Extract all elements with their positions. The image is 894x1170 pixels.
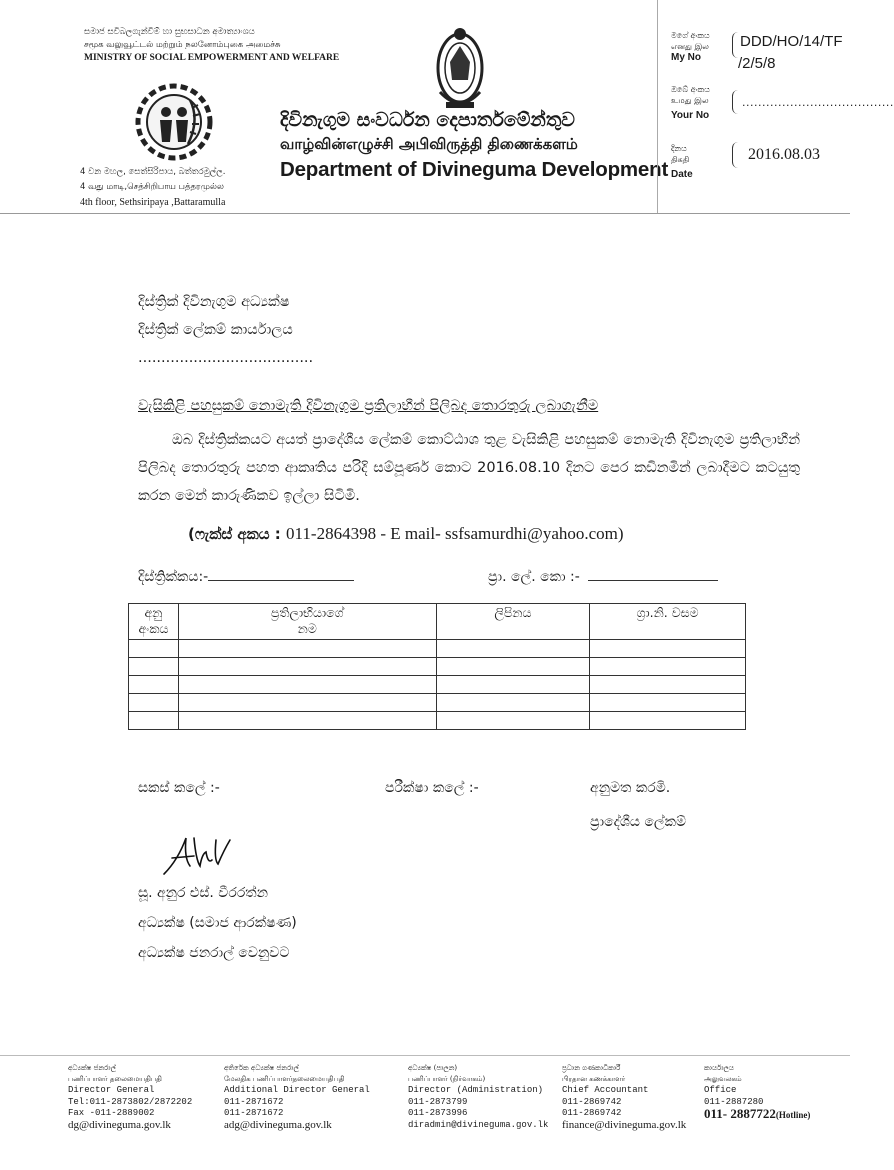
your-no-brace bbox=[732, 90, 739, 114]
checked-by-label: පරීක්ෂා කලේ :- bbox=[385, 780, 479, 796]
footer-email-finance[interactable]: finance@divineguma.gov.lk bbox=[562, 1118, 687, 1131]
table-row bbox=[129, 640, 746, 658]
my-no-labels bbox=[671, 30, 710, 63]
contact-line bbox=[188, 524, 624, 544]
table-cell[interactable] bbox=[129, 712, 179, 730]
addressee-line-2: දිස්ත්‍රික් ලේකම් කාර්යාලය bbox=[138, 322, 293, 338]
table-cell[interactable] bbox=[436, 712, 590, 730]
date-labels bbox=[671, 143, 693, 180]
national-emblem-icon bbox=[428, 22, 492, 112]
department-logo-icon bbox=[132, 80, 216, 164]
footer-email-dg[interactable]: dg@divineguma.gov.lk bbox=[68, 1118, 171, 1131]
letter-body bbox=[138, 426, 800, 510]
table-row bbox=[129, 694, 746, 712]
my-no-label-si: මගේ අංකය bbox=[671, 31, 710, 40]
your-no-label-si: ඔබේ අංකය bbox=[671, 85, 710, 94]
your-no-labels bbox=[671, 84, 710, 121]
table-cell[interactable] bbox=[178, 640, 436, 658]
table-cell[interactable] bbox=[590, 694, 746, 712]
table-cell[interactable] bbox=[129, 694, 179, 712]
table-cell[interactable] bbox=[590, 676, 746, 694]
addressee-line-3: ...................................... bbox=[138, 350, 314, 366]
your-no-value: ...................................... bbox=[742, 96, 894, 109]
handwritten-signature bbox=[160, 830, 240, 880]
department-name-en: Department of Divineguma Development bbox=[280, 158, 669, 181]
table-cell[interactable] bbox=[129, 676, 179, 694]
district-label: දිස්ත්‍රික්කය:- bbox=[138, 569, 209, 585]
my-no-value-line1: DDD/HO/14/TF bbox=[740, 33, 843, 50]
column-header-gn-division: ග්‍රා.නි. වසම bbox=[590, 604, 746, 640]
address-en: 4th floor, Sethsiripaya ,Battaramulla bbox=[80, 197, 226, 208]
table-cell[interactable] bbox=[129, 640, 179, 658]
footer-hotline: 011- 2887722(Hotline) bbox=[704, 1106, 811, 1121]
ministry-block bbox=[84, 26, 339, 65]
my-no-label-ta: எனது இல bbox=[671, 42, 709, 51]
address-ta: 4 வது மாடி,செத்சிறிபாய பத்தரமுல்ல bbox=[80, 182, 224, 192]
date-label-ta: திகதி bbox=[671, 155, 690, 164]
table-row bbox=[129, 712, 746, 730]
approved-label: අනුමත කරමි. bbox=[590, 780, 671, 796]
table-cell[interactable] bbox=[436, 694, 590, 712]
table-header-row bbox=[129, 604, 746, 640]
footer-email-diradmin[interactable]: diradmin@divineguma.gov.lk bbox=[408, 1119, 549, 1130]
column-header-address: ලිපිනය bbox=[436, 604, 590, 640]
footer-divider bbox=[0, 1055, 850, 1056]
footer-director-general: අධ්‍යක්ෂ ජනරාල් பணிப்பாளர் தலைமையதிபதி Director General Tel:011-2873802/2872202 Fax -011-2889002 dg@divineguma.gov.lk bbox=[68, 1064, 193, 1131]
my-no-value-line2: /2/5/8 bbox=[738, 55, 776, 72]
table-cell[interactable] bbox=[178, 676, 436, 694]
department-name-ta: வாழ்வின்எழுச்சி அபிவிருத்தி திணைக்களம் bbox=[280, 135, 578, 153]
prepared-by-label: සකස් කලේ :- bbox=[138, 780, 220, 796]
letter-subject: වැසිකිළි පහසුකම් නොමැති දිවිනැගුම ප්‍රතිලාභීන් පිලිබද තොරතුරු ලබාගැනීම bbox=[138, 398, 599, 414]
ds-division-blank[interactable] bbox=[588, 568, 718, 581]
table-cell[interactable] bbox=[178, 694, 436, 712]
column-header-serial: අනු අංකය bbox=[129, 604, 179, 640]
table-cell[interactable] bbox=[436, 676, 590, 694]
your-no-label-en: Your No bbox=[671, 110, 710, 121]
addressee-block bbox=[138, 288, 313, 372]
fax-label: (ෆැක්ස් අකය : bbox=[188, 525, 281, 543]
footer-email-adg[interactable]: adg@divineguma.gov.lk bbox=[224, 1118, 332, 1131]
address-si: 4 වන මහල, සෙත්සිරිපාය, බත්තරමුල්ල. bbox=[80, 167, 226, 177]
footer-chief-accountant: ප්‍රධාන ගණකාධිකාරී பிரதான கணக்காளர் Chief Accountant 011-2869742 011-2869742 finance@divineguma.gov.lk bbox=[562, 1064, 687, 1131]
my-no-label-en: My No bbox=[671, 52, 701, 63]
signer-block bbox=[138, 878, 297, 968]
footer-additional-director-general: අතිරේක අධ්‍යක්ෂ ජනරාල් மேலதிக பணிப்பாளர்தலைமையதிபதி Additional Director General 011-2871672 011-2871672 adg@divineguma.gov.lk bbox=[224, 1064, 370, 1131]
ministry-name-si: සමාජ සවිබලගැන්වීම් හා සුභසාධන අමාත්‍යාංශය bbox=[84, 27, 255, 37]
table-cell[interactable] bbox=[178, 712, 436, 730]
signer-title: අධ්‍යක්ෂ (සමාජ ආරක්ෂණ) bbox=[138, 915, 297, 931]
header-divider-vertical bbox=[657, 0, 658, 213]
signer-name: සූ. අනුර එස්. වීරරත්න bbox=[138, 885, 269, 901]
table-cell[interactable] bbox=[178, 658, 436, 676]
fax-email-value: 011-2864398 - E mail- ssfsamurdhi@yahoo.com) bbox=[286, 524, 624, 543]
your-no-label-ta: உமது இல bbox=[671, 96, 709, 105]
date-brace bbox=[732, 142, 739, 168]
header-divider bbox=[0, 213, 850, 214]
table-cell[interactable] bbox=[590, 712, 746, 730]
divisional-secretary-label: ප්‍රාදේශීය ලේකම් bbox=[590, 814, 687, 830]
ds-division-field bbox=[488, 568, 718, 585]
table-row bbox=[129, 658, 746, 676]
ministry-name-en: MINISTRY OF SOCIAL EMPOWERMENT AND WELFARE bbox=[84, 53, 340, 63]
letter-body-text: ඔබ දිස්ත්‍රික්කයට අයත් ප්‍රාදේශීය ලේකම් කොට්ඨාශ තුළ වැසිකිළි පහසුකම් නොමැති දිවිනැගුම ප්‍රතිලාභීන් පිලිබද තොරතුරු පහත ආකෘතිය පරිදි සම්පූර්ණ කොට 2016.08.10 දිනට පෙර කඩිනමින් ලබාදීමට කටයුතු කරන මෙන් කාරුණිකව ඉල්ලා සිටිමි. bbox=[138, 432, 800, 504]
signer-on-behalf: අධ්‍යක්ෂ ජනරාල් වෙනුවට bbox=[138, 945, 290, 961]
department-name-block bbox=[280, 108, 668, 184]
district-field bbox=[138, 568, 354, 585]
office-address bbox=[80, 165, 225, 210]
table-cell[interactable] bbox=[590, 658, 746, 676]
table-cell[interactable] bbox=[436, 640, 590, 658]
beneficiary-table bbox=[128, 603, 746, 730]
ds-division-label: ප්‍රා. ලේ. කො :- bbox=[488, 569, 580, 585]
district-blank[interactable] bbox=[208, 568, 354, 581]
table-cell[interactable] bbox=[436, 658, 590, 676]
department-name-si: දිවිනැගුම සංවර්ධන දෙපාර්තමේන්තුව bbox=[280, 109, 575, 131]
addressee-line-1: දිස්ත්‍රික් දිවිනැගුම අධ්‍යක්ෂ bbox=[138, 294, 290, 310]
table-row bbox=[129, 676, 746, 694]
column-header-beneficiary-name: ප්‍රතිලාභියාගේ නම bbox=[178, 604, 436, 640]
footer-office: කාර්යාලය அலுவலகம் Office 011-2887280 011- 2887722(Hotline) bbox=[704, 1064, 811, 1121]
date-label-si: දිනය bbox=[671, 144, 687, 153]
table-cell[interactable] bbox=[129, 658, 179, 676]
ministry-name-ta: சமூக வலுவூட்டல் மற்றும் நலனோம்புகை அமைச்சு bbox=[84, 40, 281, 50]
footer-director-admin: අධ්‍යක්ෂ (පාලන) பணிப்பாளர் (நிர்வாகம்) Director (Administration) 011-2873799 011-2873996 diradmin@divineguma.gov.lk bbox=[408, 1064, 549, 1130]
date-label-en: Date bbox=[671, 169, 693, 180]
date-value: 2016.08.03 bbox=[748, 146, 820, 163]
table-cell[interactable] bbox=[590, 640, 746, 658]
